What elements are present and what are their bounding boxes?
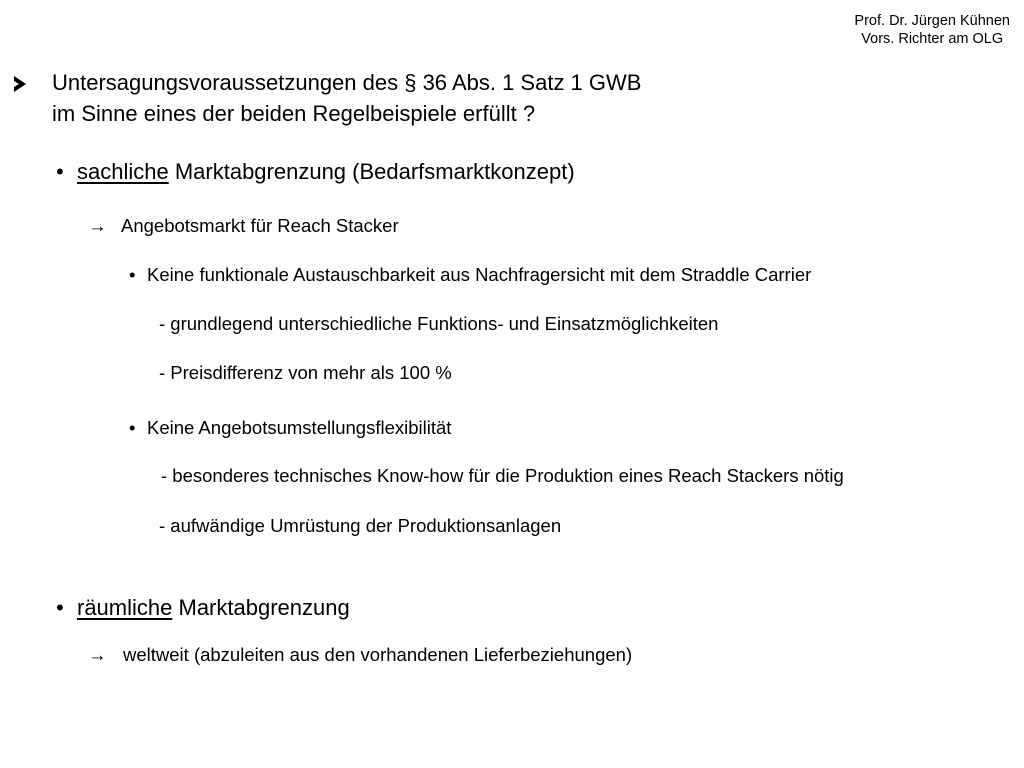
heading-line-1: Untersagungsvoraussetzungen des § 36 Abs. 1 Satz 1 GWB <box>52 70 642 95</box>
sub1-item: - grundlegend unterschiedliche Funktions- und Einsatzmöglichkeiten <box>159 313 719 334</box>
heading-line-2: im Sinne eines der beiden Regelbeispiele erfüllt ? <box>52 101 536 126</box>
sub2-item: - aufwändige Umrüstung der Produktionsanlagen <box>159 515 562 536</box>
author-name: Prof. Dr. Jürgen Kühnen <box>854 13 1010 29</box>
section2-underlined: räumliche <box>77 595 173 620</box>
section1-heading-rest: Marktabgrenzung (Bedarfsmarktkonzept) <box>168 159 575 184</box>
sub1-text: Keine funktionale Austauschbarkeit aus Nachfragersicht mit dem Straddle Carrier <box>147 264 812 285</box>
section2-arrow-text: weltweit (abzuleiten aus den vorhandenen Lieferbeziehungen) <box>123 644 633 665</box>
section1-underlined: sachliche <box>77 159 169 184</box>
sub1-item: - Preisdifferenz von mehr als 100 % <box>159 362 452 383</box>
section1-arrow-text: Angebotsmarkt für Reach Stacker <box>121 215 399 236</box>
author-block <box>854 12 1010 48</box>
heading-bullet <box>14 69 26 97</box>
section2-heading-rest: Marktabgrenzung <box>172 595 350 620</box>
section1-heading <box>77 158 575 186</box>
sub1-bullet: • <box>129 264 136 285</box>
section2-bullet: • <box>56 595 64 620</box>
sub2-bullet: • <box>129 417 136 438</box>
right-arrow-icon: → <box>88 215 107 236</box>
arrowhead-bullet-icon <box>14 76 26 92</box>
right-arrow-icon: → <box>88 644 107 665</box>
section1-bullet: • <box>56 159 64 184</box>
author-title: Vors. Richter am OLG <box>861 31 1004 47</box>
section2-heading <box>77 594 350 622</box>
sub2-text: Keine Angebotsumstellungsflexibilität <box>147 417 452 438</box>
sub2-item: - besonderes technisches Know-how für die Produktion eines Reach Stackers nötig <box>161 465 844 486</box>
